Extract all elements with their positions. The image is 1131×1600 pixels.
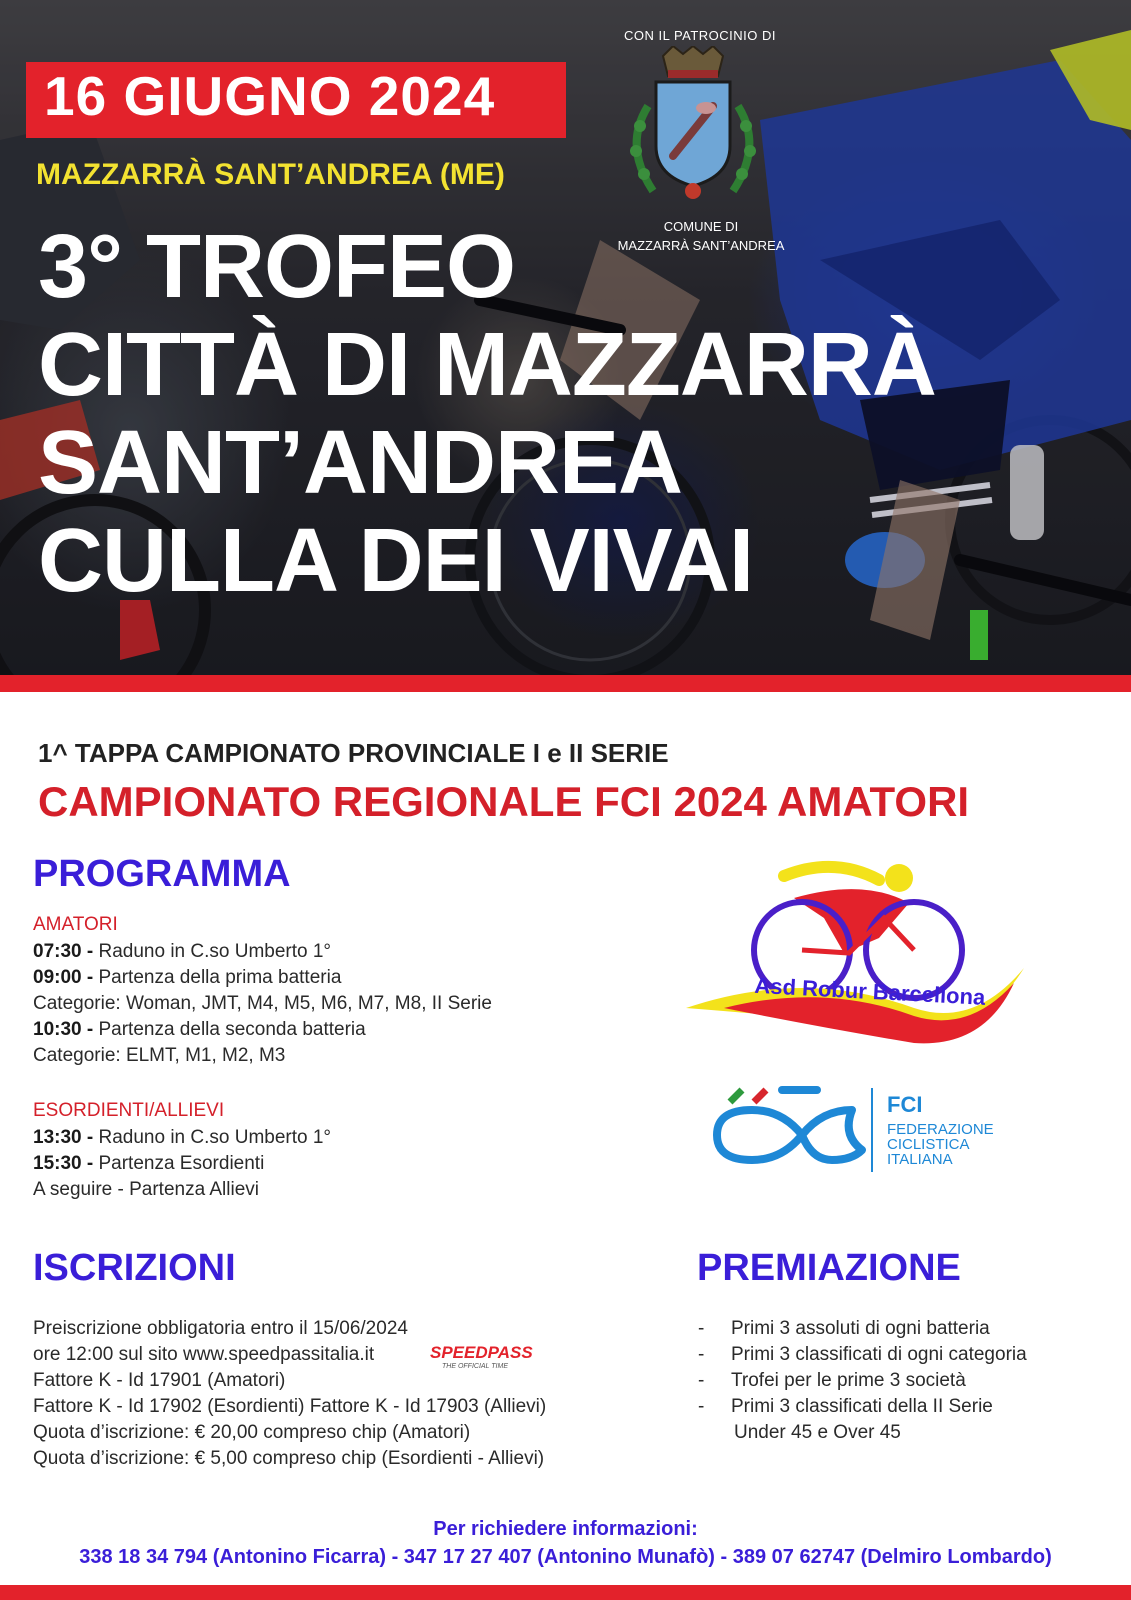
red-divider-stripe [0,675,1131,692]
fci-name-line-1: FEDERAZIONE [887,1121,994,1138]
prize-item: Primi 3 assoluti di ogni batteria [731,1318,990,1339]
asd-robur-barcellona-logo [684,858,1034,1048]
schedule-time: 07:30 - [33,941,94,962]
event-location: MAZZARRÀ SANT’ANDREA (ME) [36,158,505,191]
amatori-category-title: AMATORI [33,914,118,935]
programma-heading: PROGRAMMA [33,853,291,895]
esordienti-allievi-category-title: ESORDIENTI/ALLIEVI [33,1100,225,1121]
schedule-followup: A seguire - Partenza Allievi [33,1179,260,1200]
schedule-row [33,941,331,963]
schedule-description: Partenza della seconda batteria [98,1019,366,1040]
registration-line: Quota d’iscrizione: € 5,00 compreso chip (Esordienti - Allievi) [33,1448,545,1469]
prize-item: Trofei per le prime 3 società [731,1370,966,1391]
provincial-stage-subtitle: 1^ TAPPA CAMPIONATO PROVINCIALE I e II SERIE [38,738,669,768]
robur-logo-text: Asd Robur Barcellona [753,972,986,1010]
event-date: 16 GIUGNO 2024 [44,65,496,127]
municipality-label-line-2: MAZZARRÀ SANT’ANDREA [617,238,785,253]
red-footer-stripe [0,1585,1131,1600]
event-title-line-4: CULLA DEI VIVAI [38,511,754,611]
premiazione-heading: PREMIAZIONE [697,1247,961,1289]
schedule-row [33,1127,331,1149]
speedpass-tagline: THE OFFICIAL TIME [442,1363,508,1370]
contact-info-label: Per richiedere informazioni: [433,1518,698,1540]
schedule-categories: Categorie: Woman, JMT, M4, M5, M6, M7, M8, II Serie [33,993,492,1014]
prize-item: Primi 3 classificati della II Serie [731,1396,993,1417]
speedpass-brand: SPEEDPASS [430,1343,533,1362]
schedule-description: Raduno in C.so Umberto 1° [98,1127,332,1148]
list-bullet: - [698,1318,705,1339]
registration-line: ore 12:00 sul sito www.speedpassitalia.it [33,1344,375,1365]
registration-line: Fattore K - Id 17901 (Amatori) [33,1370,286,1391]
schedule-row [33,1019,366,1041]
prize-item-continuation: Under 45 e Over 45 [734,1422,901,1443]
speedpass-logo [428,1342,538,1370]
list-bullet: - [698,1344,705,1365]
schedule-row [33,1153,264,1175]
registration-line: Preiscrizione obbligatoria entro il 15/06/2024 [33,1318,408,1339]
schedule-categories: Categorie: ELMT, M1, M2, M3 [33,1045,286,1066]
schedule-description: Raduno in C.so Umberto 1° [98,941,332,962]
schedule-time: 09:00 - [33,967,94,988]
patronage-label: CON IL PATROCINIO DI [623,28,777,43]
municipality-crest-icon [618,46,768,206]
event-title-line-2: CITTÀ DI MAZZARRÀ [38,315,936,415]
prize-item: Primi 3 classificati di ogni categoria [731,1344,1027,1365]
registration-line: Fattore K - Id 17902 (Esordienti) Fattore K - Id 17903 (Allievi) [33,1396,547,1417]
schedule-time: 15:30 - [33,1153,94,1174]
schedule-description: Partenza Esordienti [98,1153,265,1174]
fci-abbreviation: FCI [887,1092,923,1117]
municipality-label-line-1: COMUNE DI [663,219,739,234]
iscrizioni-heading: ISCRIZIONI [33,1247,236,1289]
event-title-line-1: 3° TROFEO [38,217,516,317]
schedule-time: 10:30 - [33,1019,94,1040]
list-bullet: - [698,1370,705,1391]
fci-federation-logo [712,1080,1012,1180]
schedule-row [33,967,341,989]
hero-photo [0,0,1131,675]
registration-line: Quota d’iscrizione: € 20,00 compreso chip (Amatori) [33,1422,471,1443]
list-bullet: - [698,1396,705,1417]
event-title-line-3: SANT’ANDREA [38,413,683,513]
contact-phone-numbers: 338 18 34 794 (Antonino Ficarra) - 347 17 27 407 (Antonino Munafò) - 389 07 62747 (Delmiro Lombardo) [79,1546,1052,1568]
fci-name-line-2: CICLISTICA [887,1136,970,1153]
regional-championship-heading: CAMPIONATO REGIONALE FCI 2024 AMATORI [38,778,970,825]
fci-name-line-3: ITALIANA [887,1151,953,1168]
schedule-time: 13:30 - [33,1127,94,1148]
schedule-description: Partenza della prima batteria [98,967,342,988]
